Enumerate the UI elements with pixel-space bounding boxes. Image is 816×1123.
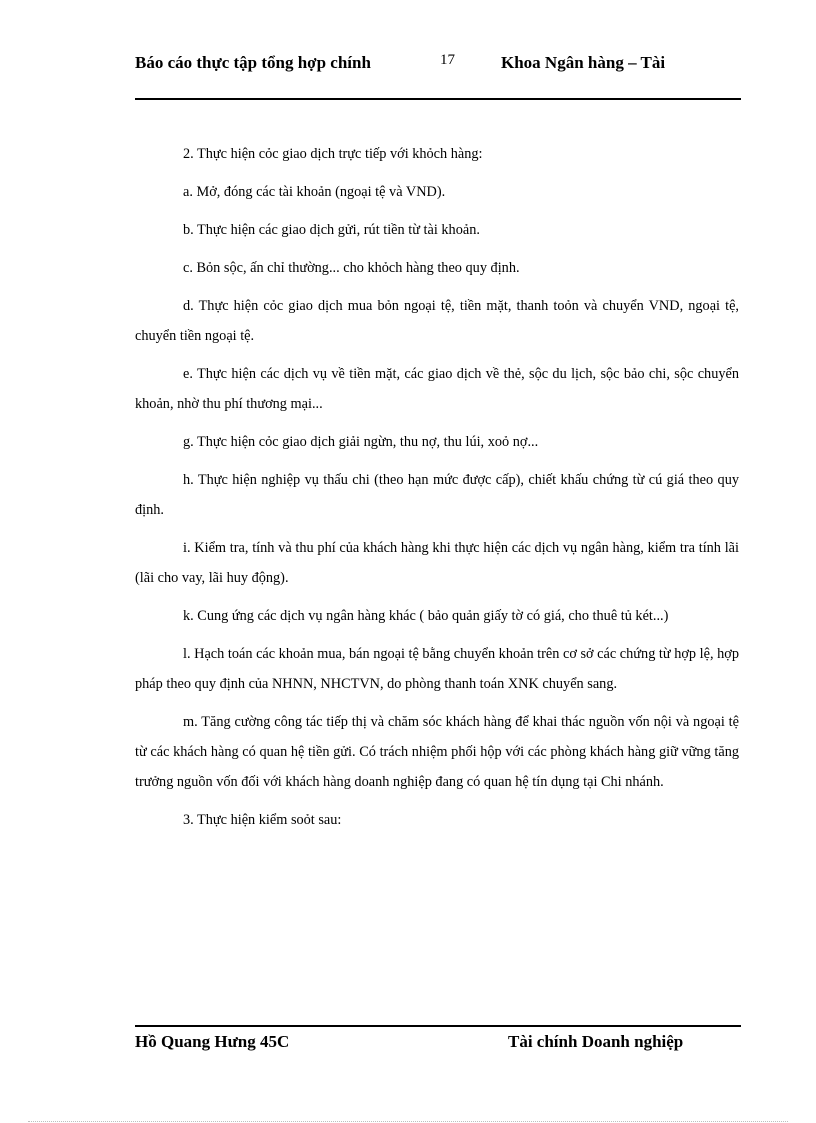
paragraph-g: g. Thực hiện cỏc giao dịch giải ngừn, thu nợ, thu lúi, xoỏ nợ... — [183, 434, 539, 450]
paragraph-e: e. Thực hiện các dịch vụ về tiền mặt, các giao dịch về thẻ, sộc du lịch, sộc bảo chi, sộc chuyển khoản, nhờ thu phí thương mại... — [135, 366, 739, 412]
paragraph-m: m. Tăng cường công tác tiếp thị và chăm sóc khách hàng để khai thác nguồn vốn nội và ngoại tệ từ các khách hàng có quan hệ tiền gửi. Có trách nhiệm phối hộp với các phòng khách hàng giữ vững tăng trưởng nguồn vốn đối với khách hàng doanh nghiệp đang có quan hệ tín dụng tại Chi nhánh. — [135, 714, 739, 790]
paragraph-3: 3. Thực hiện kiểm soỏt sau: — [183, 812, 342, 828]
paragraph-2: 2. Thực hiện cỏc giao dịch trực tiếp với khỏch hàng: — [183, 146, 483, 162]
footer-author: Hồ Quang Hưng 45C — [135, 1032, 290, 1051]
paragraph-a: a. Mở, đóng các tài khoản (ngoại tệ và VND). — [183, 184, 446, 200]
page-header — [135, 50, 741, 100]
body-text — [135, 139, 739, 843]
footer-rule — [135, 1025, 741, 1027]
paragraph-l: l. Hạch toán các khoản mua, bán ngoại tệ bằng chuyển khoản trên cơ sở các chứng từ hợp lệ, hợp pháp theo quy định của NHNN, NHCTVN, do phòng thanh toán XNK chuyển sang. — [135, 646, 739, 692]
paragraph-i: i. Kiểm tra, tính và thu phí của khách hàng khi thực hiện các dịch vụ ngân hàng, kiểm tra tính lãi (lãi cho vay, lãi huy động). — [135, 540, 739, 586]
header-report-title: Báo cáo thực tập tổng hợp chính — [135, 53, 371, 72]
page-number: 17 — [440, 52, 455, 68]
paragraph-k: k. Cung ứng các dịch vụ ngân hàng khác ( bảo quản giấy tờ có giá, cho thuê tủ két...) — [183, 608, 669, 624]
paragraph-c: c. Bỏn sộc, ấn chỉ thường... cho khỏch hàng theo quy định. — [183, 260, 520, 276]
header-faculty: Khoa Ngân hàng – Tài — [501, 53, 666, 72]
footer-department: Tài chính Doanh nghiệp — [508, 1032, 684, 1051]
paragraph-b: b. Thực hiện các giao dịch gửi, rút tiền từ tài khoản. — [183, 222, 480, 238]
paragraph-d: d. Thực hiện cỏc giao dịch mua bỏn ngoại tệ, tiền mặt, thanh toỏn và chuyển VND, ngoại tệ, chuyển tiền ngoại tệ. — [135, 298, 739, 344]
page-edge-dotted-line — [28, 1121, 788, 1122]
paragraph-h: h. Thực hiện nghiệp vụ thấu chi (theo hạn mức được cấp), chiết khấu chứng từ cú giá theo quy định. — [135, 472, 739, 518]
